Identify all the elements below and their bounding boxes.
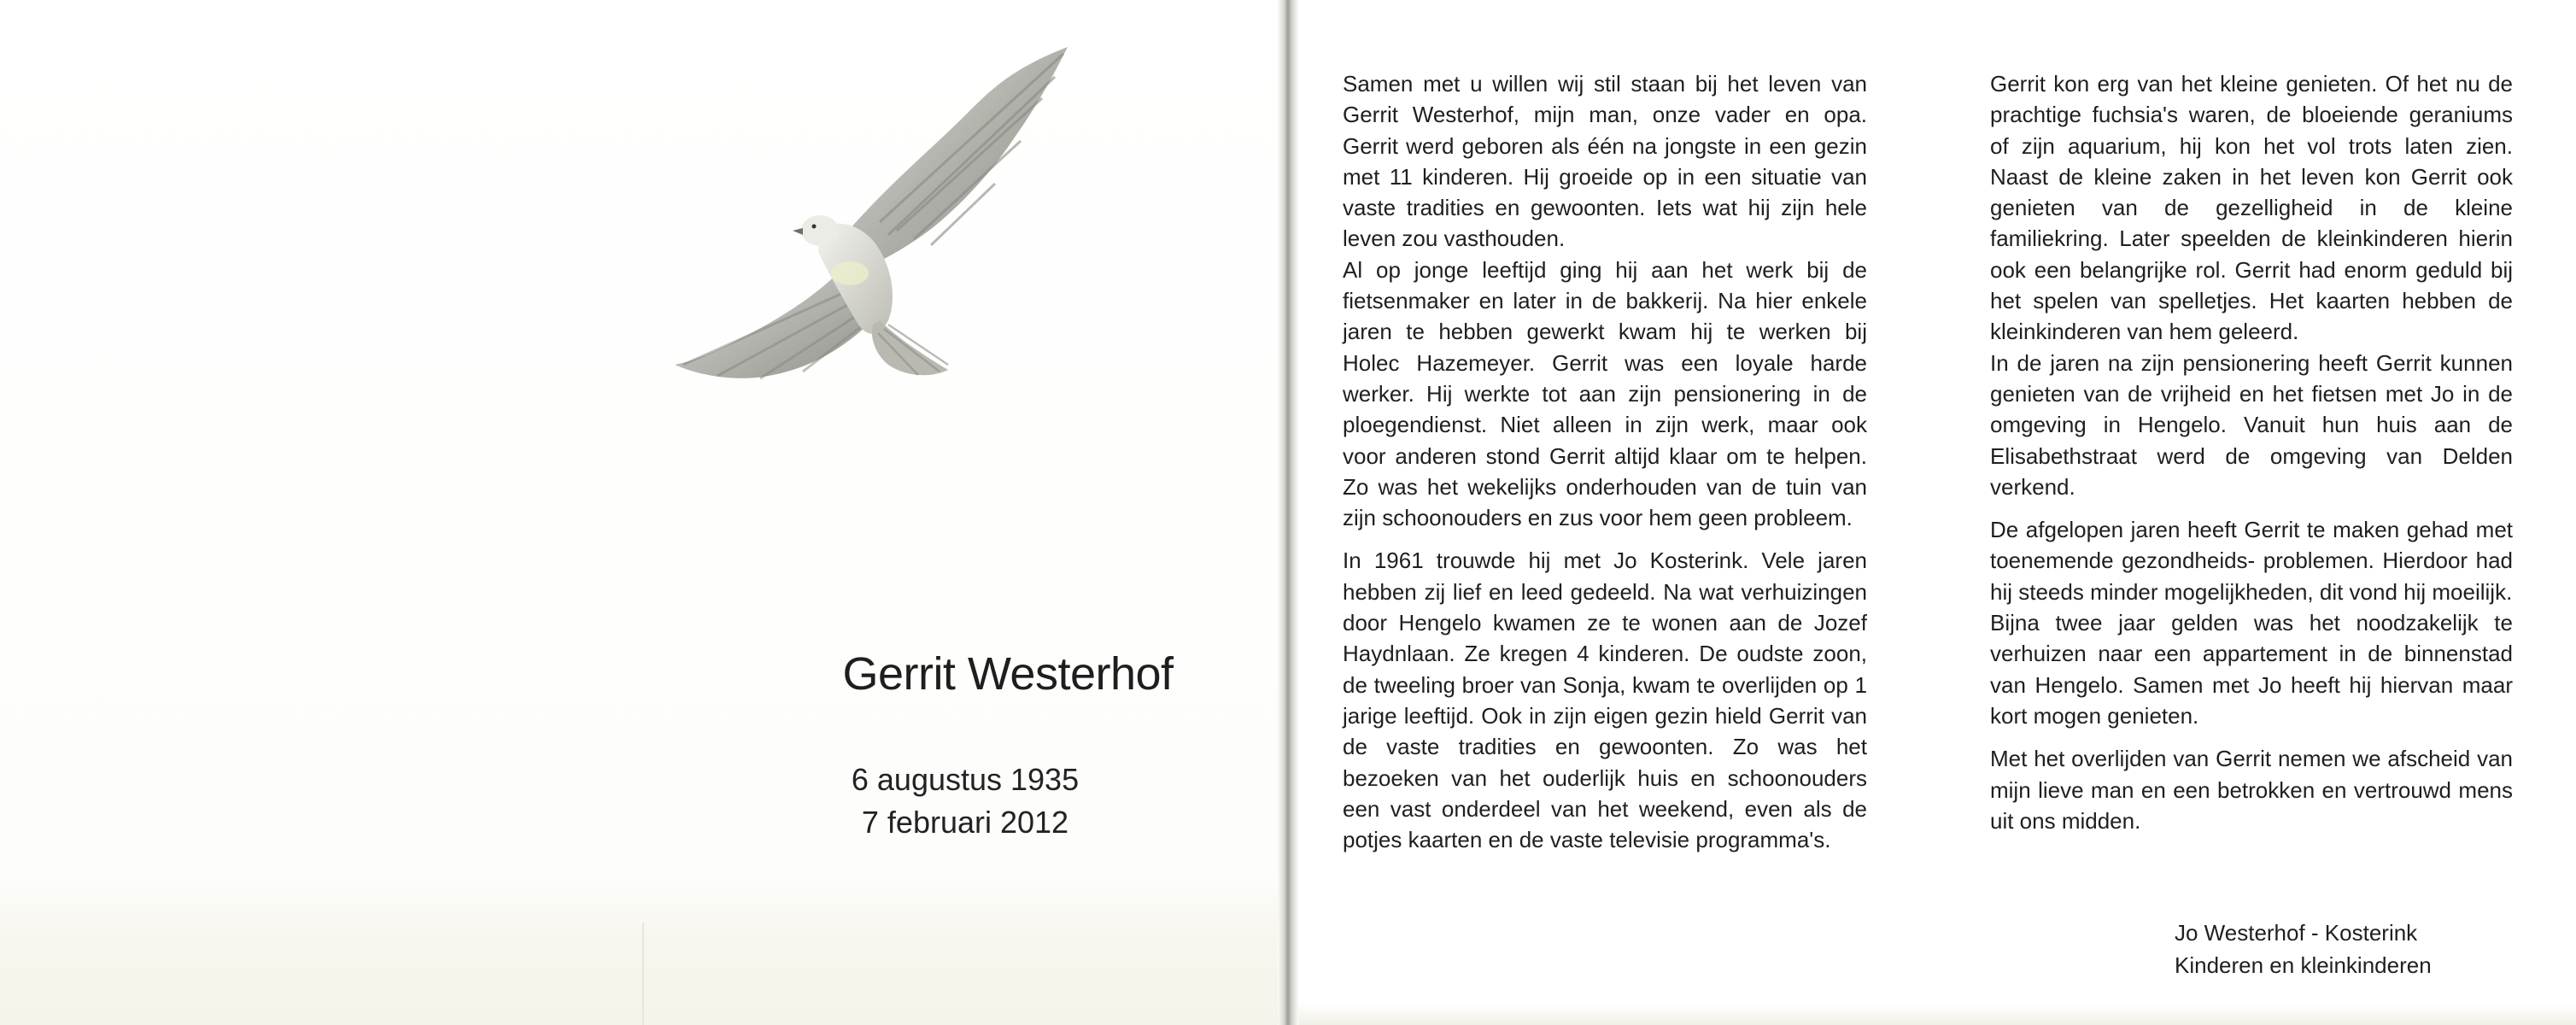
- paragraph: De afgelopen jaren heeft Gerrit te maken gehad met toenemende gezondheids- problemen. Hierdoor had hij steeds minder mogelijkheden, dit vond hij moeilijk.: [1990, 517, 2513, 605]
- card-fold: [1278, 0, 1298, 1025]
- death-date: 7 februari 2012: [861, 805, 1069, 840]
- text-column-right: [1990, 68, 2513, 836]
- paragraph: Samen met u willen wij stil staan bij het leven van Gerrit Westerhof, mijn man, onze vader en opa. Gerrit werd geboren als één na jongste in een gezin met 11 kinderen. Hij groeide op in een situatie van vaste tradities en gewoonten. Iets wat hij zijn hele leven zou vasthouden.: [1343, 71, 1867, 252]
- birth-date: 6 augustus 1935: [851, 762, 1080, 797]
- paragraph: Met het overlijden van Gerrit nemen we afscheid van mijn lieve man en een betrokken en vertrouwd mens uit ons midden.: [1990, 746, 2513, 834]
- signature-line: Jo Westerhof - Kosterink: [2175, 920, 2418, 946]
- signature-block: [2175, 917, 2550, 981]
- card-crease: [642, 922, 644, 1025]
- paragraph: Bijna twee jaar gelden was het noodzakelijk te verhuizen naar een appartement in de binnenstad van Hengelo. Samen met Jo heeft hij hiervan maar kort mogen genieten.: [1990, 610, 2513, 729]
- paragraph: In 1961 trouwde hij met Jo Kosterink. Vele jaren hebben zij lief en leed gedeeld. Na wat verhuizingen door Hengelo kwamen ze te wonen aan de Jozef Haydnlaan. Ze kregen 4 kinderen. De oudste zoon, de tweeling broer van Sonja, kwam te overlijden op 1 jarige leeftijd. Ook in zijn eigen gezin hield Gerrit van de vaste tradities en gewoonten. Zo was het bezoeken van het ouderlijk huis en schoonouders een vast onderdeel van het weekend, even als de potjes kaarten en de vaste televisie programma's.: [1343, 548, 1867, 853]
- paragraph: Gerrit kon erg van het kleine genieten. Of het nu de prachtige fuchsia's waren, de bloeiende geraniums of zijn aquarium, hij kon het vol trots laten zien. Naast de kleine zaken in het leven kon Gerrit ook genieten van de gezelligheid in de kleine familiekring. Later speelden de kleinkinderen hierin ook een belangrijke rol. Gerrit had enorm geduld bij het spelen van spelletjes. Het kaarten hebben de kleinkinderen van hem geleerd.: [1990, 71, 2513, 345]
- text-column-left: [1343, 68, 1867, 855]
- dove-icon: [675, 47, 1076, 397]
- signature-line: Kinderen en kleinkinderen: [2175, 952, 2432, 978]
- paragraph: Al op jonge leeftijd ging hij aan het werk bij de fietsenmaker en later in de bakkerij. Na hier enkele jaren te hebben gewerkt kwam hij te werken bij Holec Hazemeyer. Gerrit was een loyale harde werker. Hij werkte tot aan zijn pensionering in de ploegendienst. Niet alleen in zijn werk, maar ook voor anderen stond Gerrit altijd klaar om te helpen. Zo was het wekelijks onderhouden van de tuin van zijn schoonouders en zus voor hem geen probleem.: [1343, 256, 1867, 531]
- paper-edge: [1298, 1003, 2576, 1025]
- life-dates: [769, 758, 1162, 844]
- paragraph: In de jaren na zijn pensionering heeft Gerrit kunnen genieten van de vrijheid en het fietsen met Jo in de omgeving in Hengelo. Vanuit hun huis aan de Elisabethstraat werd de omgeving van Delden verkend.: [1990, 349, 2513, 500]
- deceased-name: Gerrit Westerhof: [842, 648, 1174, 700]
